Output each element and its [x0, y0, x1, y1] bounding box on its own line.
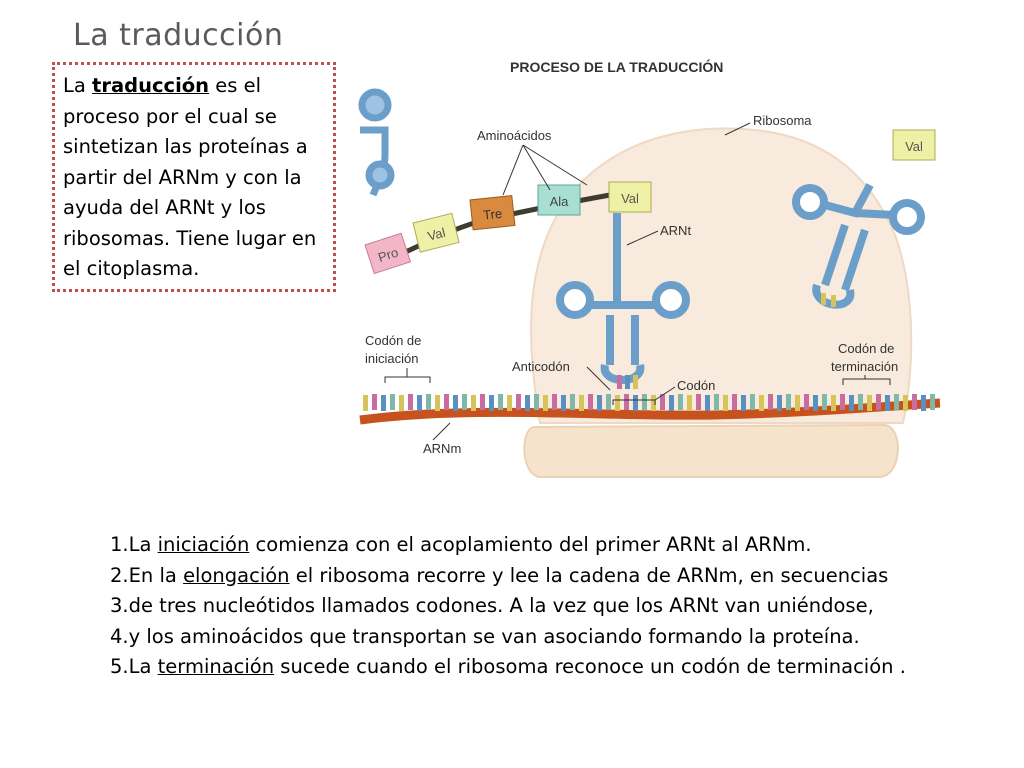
nucleotide: [453, 395, 458, 411]
definition-body: es el proceso por el cual se sintetizan las proteínas a partir del ARNm y con la ayuda del ARNt y los ribosomas. Tiene lugar en el citoplasma.: [63, 74, 317, 280]
step-4-num: 4.: [110, 624, 129, 648]
nucleotide: [588, 394, 593, 410]
slide-title: La traducción: [73, 18, 284, 53]
figure-heading: PROCESO DE LA TRADUCCIÓN: [510, 59, 724, 75]
nucleotide: [642, 394, 647, 410]
nucleotide: [462, 394, 467, 410]
translation-diagram: [355, 45, 945, 490]
nucleotide: [516, 394, 521, 410]
amino-block-tre: [470, 196, 515, 230]
nucleotide: [795, 395, 800, 411]
nucleotide: [687, 395, 692, 411]
nucleotide: [489, 395, 494, 411]
nucleotide: [786, 394, 791, 410]
definition-prefix: La: [63, 74, 93, 97]
label-ribosoma: Ribosoma: [753, 113, 812, 128]
nucleotide: [417, 395, 422, 411]
nucleotide: [714, 394, 719, 410]
step-1-post: comienza con el acoplamiento del primer ARNt al ARNm.: [249, 533, 812, 556]
nucleotide: [399, 395, 404, 411]
nucleotide: [471, 395, 476, 411]
label-arnm: ARNm: [423, 441, 462, 456]
nucleotide: [777, 395, 782, 411]
definition-text: [63, 71, 325, 285]
translation-diagram-svg: [355, 45, 945, 490]
step-3: [110, 591, 942, 622]
step-1-num: 1.: [110, 533, 129, 556]
label-codon-terminacion-2: terminación: [831, 359, 899, 374]
nucleotide: [759, 395, 764, 411]
nucleotide: [768, 394, 773, 410]
nucleotide: [930, 394, 935, 410]
nucleotide: [390, 394, 395, 410]
steps-list: [110, 530, 942, 683]
ribosome-small-subunit: [524, 425, 898, 477]
nucleotide: [822, 394, 827, 410]
step-2-post: el ribosoma recorre y lee la cadena de ARNm, en secuencias: [289, 563, 889, 587]
step-2-pre: En la: [128, 563, 184, 587]
nucleotide: [705, 395, 710, 411]
nucleotide: [894, 394, 899, 410]
label-arnt: ARNt: [660, 223, 692, 238]
nucleotide: [876, 394, 881, 410]
nucleotide: [372, 394, 377, 410]
nucleotide: [849, 395, 854, 411]
label-anticodon: Anticodón: [512, 359, 570, 374]
nucleotide: [723, 395, 728, 411]
label-aminoacidos: Aminoácidos: [477, 128, 552, 143]
amino-block-val-1: [413, 213, 459, 252]
nucleotide: [543, 395, 548, 411]
nucleotide: [750, 394, 755, 410]
step-5-num: 5.: [110, 655, 129, 678]
step-5-pre: La: [128, 655, 158, 678]
step-2-num: 2.: [110, 563, 129, 587]
nucleotide: [858, 394, 863, 410]
trna-left: [360, 92, 391, 195]
nucleotide: [615, 395, 620, 411]
nucleotide: [525, 395, 530, 411]
amino-label-ala: Ala: [549, 194, 569, 209]
nucleotide: [426, 394, 431, 410]
label-codon-iniciacion-2: iniciación: [365, 351, 419, 366]
step-4: [110, 622, 942, 653]
nucleotide: [444, 394, 449, 410]
amino-block-pro: [365, 233, 410, 273]
step-5-post: sucede cuando el ribosoma reconoce un codón de terminación .: [274, 655, 906, 678]
nucleotide: [435, 395, 440, 411]
nucleotide: [732, 394, 737, 410]
nucleotide: [813, 395, 818, 411]
amino-label-tre: Tre: [482, 205, 503, 223]
amino-block-ala: [538, 185, 580, 215]
nucleotide: [867, 395, 872, 411]
nucleotide: [669, 395, 674, 411]
nucleotide: [678, 394, 683, 410]
nucleotide: [921, 395, 926, 411]
nucleotide: [552, 394, 557, 410]
label-codon-iniciacion-1: Codón de: [365, 333, 422, 348]
nucleotide: [831, 395, 836, 411]
amino-label-pro: Pro: [376, 244, 401, 266]
amino-block-val-2: [609, 182, 651, 212]
amino-label-val-free: Val: [905, 139, 923, 154]
step-1-keyword: iniciación: [157, 533, 250, 556]
definition-keyword: traducción: [92, 74, 210, 97]
nucleotide: [741, 395, 746, 411]
nucleotide: [561, 395, 566, 411]
definition-box: [52, 62, 336, 292]
nucleotide: [804, 394, 809, 410]
step-1: [110, 530, 942, 561]
nucleotide: [381, 395, 386, 411]
step-5-keyword: terminación: [157, 655, 275, 678]
nucleotide: [606, 394, 611, 410]
amino-label-val-2: Val: [621, 191, 639, 206]
nucleotide: [570, 394, 575, 410]
nucleotide: [696, 394, 701, 410]
nucleotide: [903, 395, 908, 411]
amino-label-val-1: Val: [425, 224, 447, 244]
nucleotide: [885, 395, 890, 411]
amino-block-val-free: [893, 130, 935, 160]
nucleotide: [579, 395, 584, 411]
nucleotide: [480, 394, 485, 410]
step-4-text: y los aminoácidos que transportan se van asociando formando la proteína.: [128, 624, 860, 648]
step-3-text: de tres nucleótidos llamados codones. A la vez que los ARNt van uniéndose,: [128, 594, 874, 617]
nucleotide: [534, 394, 539, 410]
label-codon-terminacion-1: Codón de: [838, 341, 895, 356]
nucleotide: [624, 394, 629, 410]
nucleotide: [363, 395, 368, 411]
step-1-pre: La: [128, 533, 158, 556]
nucleotide: [498, 394, 503, 410]
step-5: [110, 652, 942, 683]
nucleotide: [912, 394, 917, 410]
step-2: [110, 561, 942, 592]
nucleotide: [840, 394, 845, 410]
nucleotide: [408, 394, 413, 410]
label-codon: Codón: [677, 378, 716, 393]
nucleotide: [633, 395, 638, 411]
nucleotide: [597, 395, 602, 411]
step-3-num: 3.: [110, 594, 129, 617]
step-2-keyword: elongación: [183, 563, 290, 587]
nucleotide: [507, 395, 512, 411]
